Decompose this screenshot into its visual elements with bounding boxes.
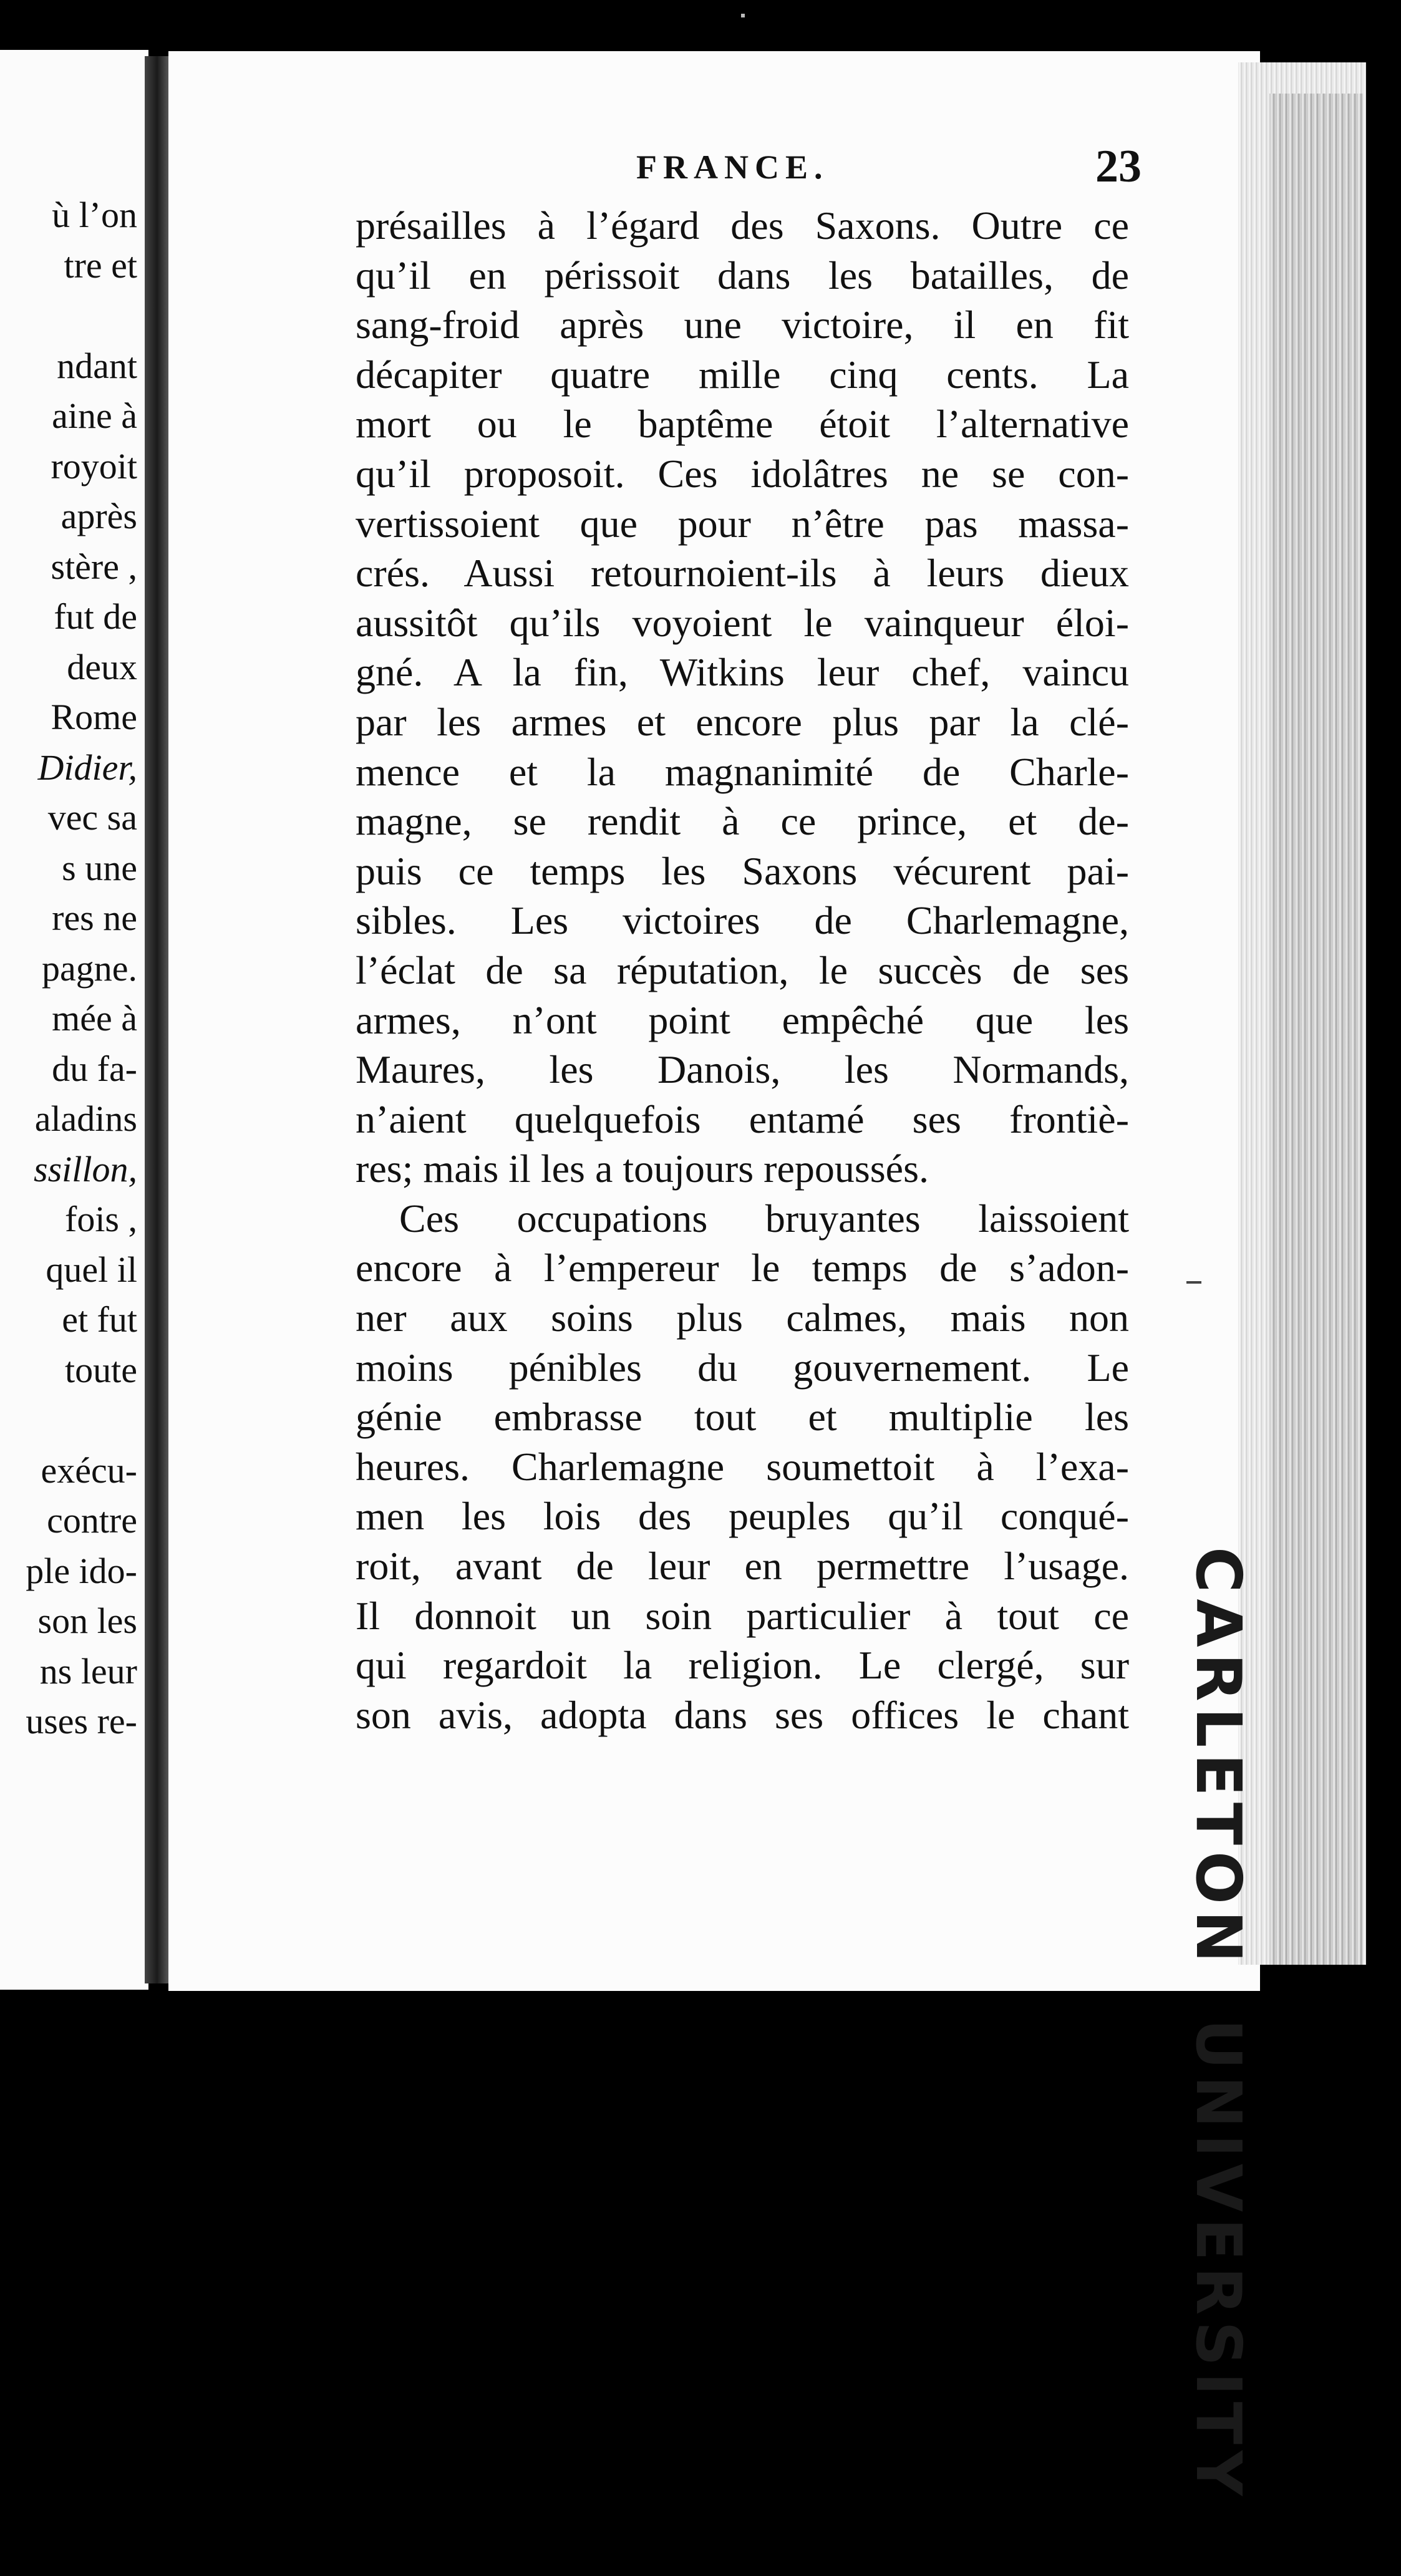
- text-line: génie embrasse tout et multiplie les: [356, 1395, 1129, 1440]
- text-line: toute: [65, 1349, 137, 1390]
- text-line: n’aient quelquefois entamé ses frontiè-: [356, 1097, 1129, 1141]
- text-line: puis ce temps les Saxons vécurent pai-: [356, 848, 1129, 893]
- text-line: [26, 291, 137, 341]
- page-edges: [1269, 94, 1363, 1965]
- stamp-word-1: CARLETON: [1182, 1547, 1255, 1969]
- stamp-word-2: UNIVERSITY: [1182, 2018, 1255, 2502]
- text-line: par les armes et encore plus par la clé-: [356, 699, 1129, 744]
- text-line: uses re-: [26, 1701, 137, 1741]
- text-line: deux: [67, 646, 137, 687]
- text-line: magne, se rendit à ce prince, et de-: [356, 799, 1129, 844]
- text-line: tre et: [64, 245, 137, 286]
- text-line: qu’il en périssoit dans les batailles, de: [356, 253, 1129, 298]
- text-line: mée à: [52, 998, 137, 1039]
- text-line: sibles. Les victoires de Charlemagne,: [356, 898, 1129, 943]
- text-line: fut de: [54, 596, 137, 637]
- text-line: ns leur: [39, 1650, 137, 1692]
- text-line: ssillon,: [34, 1148, 137, 1189]
- text-line: après: [61, 496, 137, 536]
- text-line: gné. A la fin, Witkins leur chef, vaincu: [356, 650, 1129, 695]
- running-head: [468, 141, 1142, 204]
- text-line: sang-froid après une victoire, il en fit: [356, 303, 1129, 347]
- text-line: contre: [47, 1500, 137, 1541]
- text-line: du fa-: [52, 1048, 137, 1089]
- text-line: moins pénibles du gouvernement. Le: [356, 1345, 1129, 1390]
- text-line: aine à: [52, 395, 137, 436]
- text-line: qu’il proposoit. Ces idolâtres ne se con-: [356, 451, 1129, 496]
- text-line: présailles à l’égard des Saxons. Outre ce: [356, 203, 1129, 248]
- text-line: Ces occupations bruyantes laissoient: [399, 1196, 1129, 1241]
- margin-mark: [1186, 1281, 1201, 1284]
- text-line: royoit: [51, 445, 137, 487]
- text-line: armes, n’ont point empêché que les: [356, 997, 1129, 1042]
- text-line: Didier,: [37, 747, 137, 788]
- running-title: FRANCE.: [636, 148, 829, 186]
- text-line: ndant: [57, 345, 137, 386]
- text-line: heures. Charlemagne soumettoit à l’exa-: [356, 1444, 1129, 1489]
- text-line: Maures, les Danois, les Normands,: [356, 1047, 1129, 1092]
- text-line: ner aux soins plus calmes, mais non: [356, 1295, 1129, 1340]
- text-line: mence et la magnanimité de Charle-: [356, 749, 1129, 794]
- text-line: pagne.: [42, 947, 137, 989]
- scan-speck: [741, 14, 745, 17]
- text-line: ù l’on: [52, 195, 137, 235]
- text-line: Rome: [51, 697, 137, 737]
- text-line: et fut: [62, 1299, 137, 1340]
- text-line: qui regardoit la religion. Le clergé, sur: [356, 1643, 1129, 1688]
- text-line: décapiter quatre mille cinq cents. La: [356, 352, 1129, 397]
- text-line: vertissoient que pour n’être pas massa-: [356, 501, 1129, 546]
- text-line: encore à l’empereur le temps de s’adon-: [356, 1246, 1129, 1290]
- text-line: vec sa: [47, 797, 137, 838]
- text-line: res; mais il les a toujours repoussés.: [356, 1146, 929, 1191]
- text-line: stère ,: [51, 546, 137, 587]
- library-stamp: [1182, 1547, 1255, 2576]
- previous-page: [0, 50, 148, 1990]
- text-line: aussitôt qu’ils voyoient le vainqueur éloi-: [356, 600, 1129, 645]
- page-text: [356, 201, 1129, 1740]
- text-line: crés. Aussi retournoient-ils à leurs dieux: [356, 551, 1129, 596]
- current-page: [168, 51, 1260, 1991]
- text-line: ple ido-: [26, 1550, 137, 1591]
- text-line: [26, 1395, 137, 1446]
- page-number: 23: [1095, 141, 1142, 192]
- text-line: res ne: [52, 898, 137, 938]
- text-line: men les lois des peuples qu’il conqué-: [356, 1494, 1129, 1539]
- text-line: fois ,: [65, 1199, 137, 1239]
- text-line: quel il: [46, 1249, 137, 1290]
- text-line: son avis, adopta dans ses offices le chant: [356, 1692, 1129, 1737]
- text-line: s une: [62, 847, 137, 888]
- text-line: exécu-: [41, 1450, 137, 1491]
- text-line: Il donnoit un soin particulier à tout ce: [356, 1593, 1129, 1638]
- text-line: mort ou le baptême étoit l’alternative: [356, 402, 1129, 447]
- text-line: son les: [37, 1600, 137, 1641]
- text-line: roit, avant de leur en permettre l’usage.: [356, 1544, 1129, 1589]
- text-line: aladins: [34, 1098, 137, 1139]
- text-line: l’éclat de sa réputation, le succès de ses: [356, 947, 1129, 992]
- previous-page-text: [26, 190, 137, 1747]
